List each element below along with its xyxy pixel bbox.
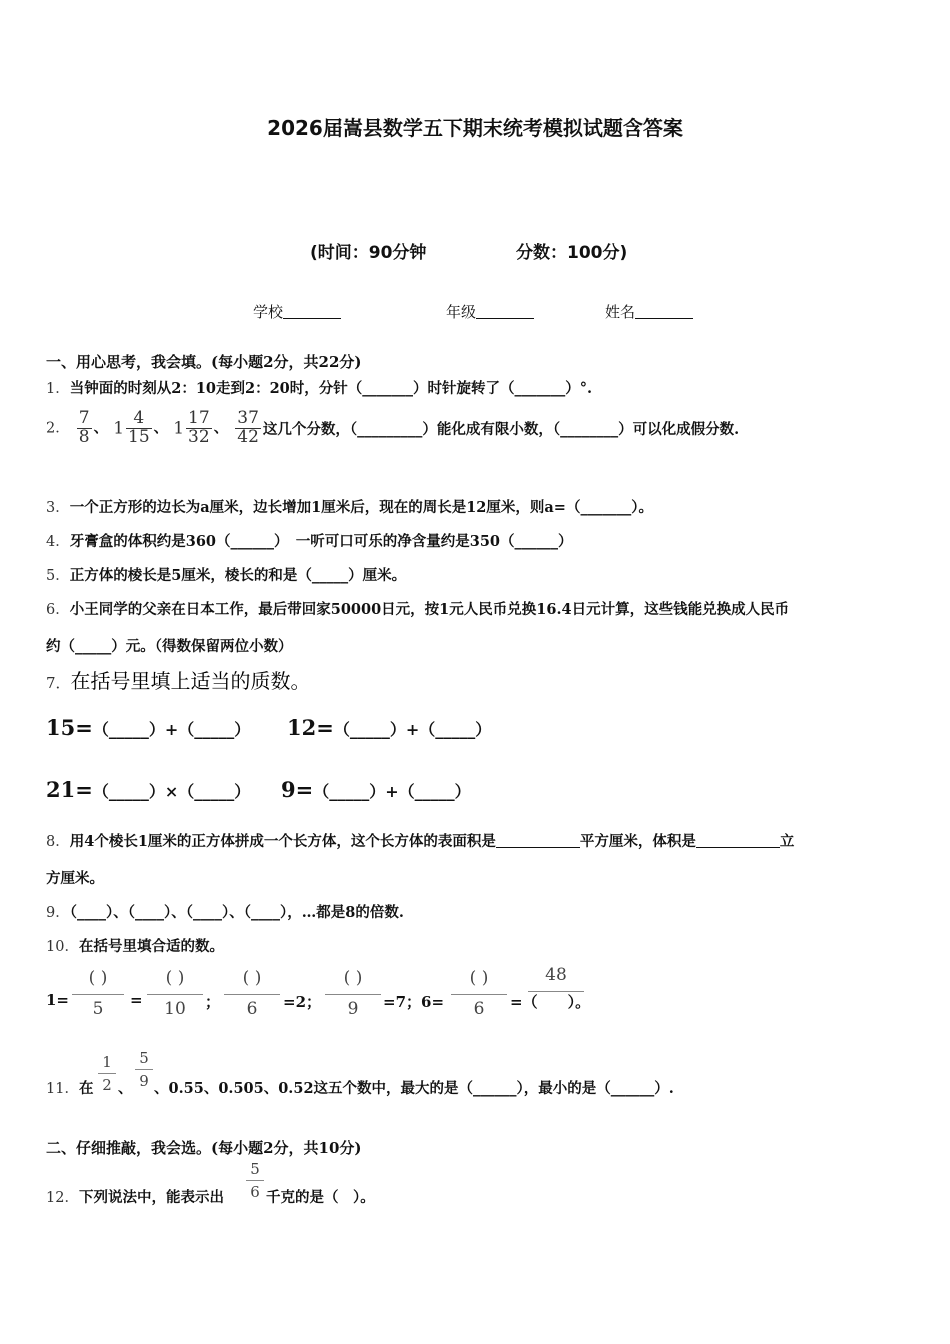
equation-9: 9=（_____）+（_____）: [281, 777, 471, 802]
q10-lead: 1=: [46, 991, 70, 1009]
school-field[interactable]: [253, 301, 341, 322]
q6-text-1: 小王同学的父亲在日本工作，最后带回家50000日元，按1元人民币兑换16.4日元计算，这些钱能兑换成人民币: [69, 601, 790, 618]
fraction-1-2: 1 2: [98, 1053, 116, 1094]
q9-text: （____）、（____）、（____）、（____），…都是8的倍数.: [69, 904, 404, 921]
q10-fraction-4: ( ) 9: [325, 968, 381, 1019]
q5-number: 5．: [46, 568, 70, 584]
question-10: [46, 935, 224, 956]
q7-number: 7．: [46, 674, 71, 692]
q5-text: 正方体的棱长是5厘米，棱长的和是（_____）厘米。: [69, 567, 407, 584]
mixed-whole-2: 1: [173, 418, 185, 439]
q2-number: 2．: [46, 420, 70, 437]
q10-equals-1: =: [130, 991, 143, 1009]
name-field[interactable]: [605, 301, 693, 322]
question-2: 2． $\frac{7}{8}$ 、 1 $\frac{4}{15}$ 、 1 $\frac{17}{32}$ 、 $\frac{37}{42}$ 这几个分数，（_________）能化成有限小数，（________）可以化成假分数.: [46, 408, 740, 447]
mixed-whole-1: 1: [113, 418, 125, 439]
q11-number: 11．: [46, 1081, 79, 1097]
question-9: [46, 901, 404, 922]
school-label: 学校: [253, 303, 284, 321]
section-1-heading: 一、用心思考，我会填。(每小题2分，共22分): [46, 353, 362, 371]
q11-text: 、0.55、0.505、0.52这五个数中，最大的是（______），最小的是（______）.: [154, 1080, 674, 1097]
name-label: 姓名: [605, 303, 636, 321]
question-6-line-2: 约（_____）元。（得数保留两位小数）: [46, 638, 293, 655]
page-title: 2026届嵩县数学五下期末统考模拟试题含答案: [267, 116, 683, 140]
q4-text: 牙膏盒的体积约是360（______） 一听可口可乐的净含量约是350（______）: [69, 533, 573, 550]
equation-21: 21=（_____）×（_____）: [46, 777, 251, 802]
equation-12: 12=（_____）+（_____）: [287, 715, 492, 740]
equation-15: 15=（_____）+（_____）: [46, 715, 251, 740]
q10-semicolon: ；: [205, 993, 221, 1011]
q10-fraction-3: ( ) 6: [224, 968, 280, 1019]
question-12: 12．下列说法中，能表示出: [46, 1189, 224, 1206]
q3-number: 3．: [46, 500, 70, 516]
fraction-4-15: $\frac{4}{15}$: [128, 408, 150, 447]
question-6-line-1: [46, 598, 789, 619]
q12-text: 千克的是（ ）。: [266, 1189, 375, 1206]
fraction-5-9: 5 9: [135, 1049, 153, 1090]
question-8-line-2: 方厘米。: [46, 870, 104, 887]
question-7: [46, 665, 311, 694]
q12-number: 12．: [46, 1190, 79, 1206]
question-8-line-1: 8．用4个棱长1厘米的正方体拼成一个长方体，这个长方体的表面积是 平方厘米，体积是 立: [46, 833, 795, 850]
q4-number: 4．: [46, 534, 70, 550]
grade-field[interactable]: [446, 301, 534, 322]
q9-number: 9．: [46, 905, 70, 921]
q10-equals-2: =2；: [283, 993, 322, 1011]
question-3: [46, 496, 653, 517]
question-4: [46, 530, 573, 551]
exam-time: (时间：90分钟: [310, 243, 427, 263]
fraction-7-8: $\frac{7}{8}$: [78, 408, 90, 447]
q1-number: 1．: [46, 381, 70, 397]
q10-fraction-2: ( ) 10: [147, 968, 203, 1019]
q10-text: 在括号里填合适的数。: [78, 938, 224, 955]
fraction-37-42: $\frac{37}{42}$: [237, 408, 259, 447]
q10-number: 10．: [46, 939, 79, 955]
fraction-5-6: 5 6: [246, 1160, 264, 1201]
q10-fraction-5: ( ) 6: [451, 968, 507, 1019]
grade-label: 年级: [446, 303, 477, 321]
fraction-17-32: $\frac{17}{32}$: [188, 408, 210, 447]
question-1: [46, 377, 592, 398]
exam-score: 分数：100分): [516, 243, 628, 263]
q10-last: =（ ）。: [510, 993, 591, 1011]
q8-number: 8．: [46, 834, 70, 850]
q7-text: 在括号里填上适当的质数。: [70, 669, 311, 693]
q10-equals-7: =7；6=: [383, 993, 445, 1011]
q10-fraction-1: ( ) 5: [72, 968, 124, 1019]
q3-text: 一个正方形的边长为a厘米，边长增加1厘米后，现在的周长是12厘米，则a=（_______）。: [69, 499, 653, 516]
q10-fraction-48: 48: [528, 965, 584, 992]
q11-sep: 、: [118, 1080, 133, 1097]
q2-text: 这几个分数，（_________）能化成有限小数，（________）可以化成假分数.: [262, 420, 740, 438]
q6-number: 6．: [46, 602, 70, 618]
section-2-heading: 二、仔细推敲，我会选。(每小题2分，共10分): [46, 1139, 362, 1157]
question-11: 11．在: [46, 1080, 94, 1097]
q1-text: 当钟面的时刻从2：10走到2：20时，分针（_______）时针旋转了（_______）°.: [69, 380, 593, 397]
question-5: [46, 564, 406, 585]
